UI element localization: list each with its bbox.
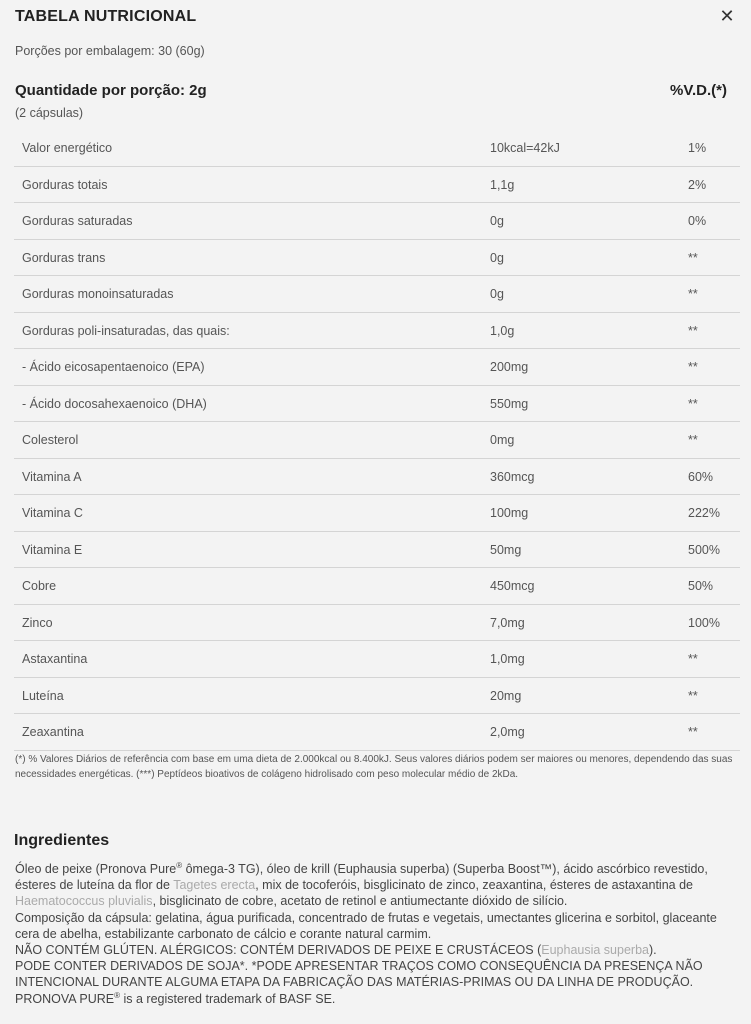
serving-subtitle: (2 cápsulas) [15,106,84,120]
species-name: Haematococcus pluvialis [15,894,153,909]
nutrient-name: Vitamina C [22,506,83,520]
ingredients-part: ômega-3 TG), óleo de krill (Euphausia superba) (Superba Boost™), ácido ascórbico revestido, ésteres de luteína da flor de [15,862,708,893]
nutrient-quantity: 100mg [490,506,529,520]
ingredients-list [15,861,740,910]
table-row [14,605,740,642]
nutrient-quantity: 0g [490,287,504,301]
registered-mark: ® [114,990,121,1000]
table-row [14,167,740,204]
nutrient-quantity: 200mg [490,360,529,374]
nutrient-daily-value: 222% [688,506,720,520]
nutrient-quantity: 1,1g [490,177,515,192]
nutrient-name: - Ácido docosahexaenoico (DHA) [22,396,207,411]
daily-value-heading: %V.D.(*) [670,82,727,99]
nutrient-name: - Ácido eicosapentaenoico (EPA) [22,360,205,374]
nutrient-quantity: 550mg [490,396,529,411]
nutrient-daily-value: ** [688,287,698,301]
table-row [14,130,740,167]
nutrient-daily-value: ** [688,725,698,739]
ingredients-part: Óleo de peixe (Pronova Pure [15,862,177,876]
nutrient-daily-value: ** [688,323,698,338]
nutrient-name: Gorduras saturadas [22,214,133,228]
table-row [14,532,740,569]
nutrient-name: Vitamina A [22,469,82,484]
ingredients-part: , bisglicinato de cobre, acetato de retinol e antiumectante dióxido de silício. [152,894,568,909]
nutrient-daily-value: 0% [688,214,707,228]
table-row [14,495,740,532]
nutrient-name: Vitamina E [22,542,83,557]
table-row [14,240,740,277]
nutrient-name: Gorduras monoinsaturadas [22,287,174,301]
species-name: Euphausia superba [541,943,649,958]
ingredients-part: , mix de tocoferóis, bisglicinato de zinco, zeaxantina, ésteres de astaxantina de [255,878,693,893]
nutrient-quantity: 0g [490,250,504,265]
nutrient-name: Luteína [22,688,64,703]
nutrient-daily-value: ** [688,688,698,703]
table-row [14,313,740,350]
ingredients-title: Ingredientes [14,832,110,849]
table-row [14,386,740,423]
nutrient-quantity: 1,0mg [490,652,525,666]
species-name: Tagetes erecta [173,878,256,893]
nutrient-quantity: 50mg [490,542,522,557]
close-icon[interactable]: ✕ [719,6,735,26]
nutrient-daily-value: ** [688,250,698,265]
table-row [14,714,740,751]
table-row [14,678,740,715]
table-row [14,568,740,605]
trademark-notice [15,991,740,1007]
allergens-part: ). [648,943,657,958]
nutrient-daily-value: 2% [688,177,707,192]
nutrient-quantity: 10kcal=42kJ [490,141,560,155]
nutrient-quantity: 450mcg [490,579,535,593]
nutrient-name: Valor energético [22,141,113,155]
soy-notice: PODE CONTER DERIVADOS DE SOJA*. *PODE APRESENTAR TRAÇOS COMO CONSEQUÊNCIA DA PRESENÇA NÃO INTENCIONAL DURANTE ALGUMA ETAPA DA FABRICAÇÃO DAS MATÉRIAS-PRIMAS OU DA LINHA DE PRODUÇÃO. [15,959,703,990]
nutrient-name: Gorduras totais [22,177,108,192]
nutrient-daily-value: 1% [688,141,707,155]
nutrient-quantity: 360mcg [490,469,535,484]
nutrient-daily-value: ** [688,396,698,411]
nutrient-daily-value: 500% [688,542,720,557]
nutrient-quantity: 2,0mg [490,725,525,739]
trademark-part: is a registered trademark of BASF SE. [120,991,336,1006]
allergens-part: NÃO CONTÉM GLÚTEN. ALÉRGICOS: CONTÉM DERIVADOS DE PEIXE E CRUSTÁCEOS ( [15,943,542,958]
table-row [14,422,740,459]
table-row [14,641,740,678]
table-row [14,349,740,386]
serving-heading: Quantidade por porção: 2g [15,82,207,99]
nutrient-name: Zeaxantina [22,725,84,739]
nutrient-name: Zinco [22,615,53,630]
nutrient-daily-value: 50% [688,579,714,593]
nutrition-table [14,130,740,751]
capsule-composition: Composição da cápsula: gelatina, água purificada, concentrado de frutas e vegetais, umectantes glicerina e sorbitol, glaceante cera de abelha, estabilizante carbonato de cálcio e corante natural carmim. [15,910,717,941]
daily-values-footnote: (*) % Valores Diários de referência com base em uma dieta de 2.000kcal ou 8.400kJ. Seus valores diários podem ser maiores ou menores, dependendo das suas necessidades energéticas. (***) Peptídeos bioativos de colágeno hidrolisado com peso molecular médio de 2kDa. [15,754,733,780]
panel-title: TABELA NUTRICIONAL [15,8,197,25]
portions-per-package: Porções por embalagem: 30 (60g) [15,44,205,58]
nutrient-name: Gorduras trans [22,250,106,265]
table-row [14,459,740,496]
nutrient-daily-value: 60% [688,469,714,484]
registered-mark: ® [176,860,183,870]
nutrient-daily-value: ** [688,360,698,374]
nutrient-daily-value: 100% [688,615,720,630]
nutrient-quantity: 0mg [490,433,515,447]
nutrient-name: Cobre [22,579,57,593]
nutrient-daily-value: ** [688,433,698,447]
table-row [14,203,740,240]
nutrient-quantity: 1,0g [490,323,515,338]
nutrient-quantity: 0g [490,214,504,228]
nutrient-name: Gorduras poli-insaturadas, das quais: [22,323,230,338]
allergens-notice [15,942,740,958]
table-row [14,276,740,313]
nutrient-name: Colesterol [22,433,79,447]
ingredients-text [15,861,740,1007]
nutrient-quantity: 20mg [490,688,522,703]
nutrient-quantity: 7,0mg [490,615,525,630]
nutrient-daily-value: ** [688,652,698,666]
trademark-part: PRONOVA PURE [15,991,115,1006]
nutrient-name: Astaxantina [22,652,88,666]
